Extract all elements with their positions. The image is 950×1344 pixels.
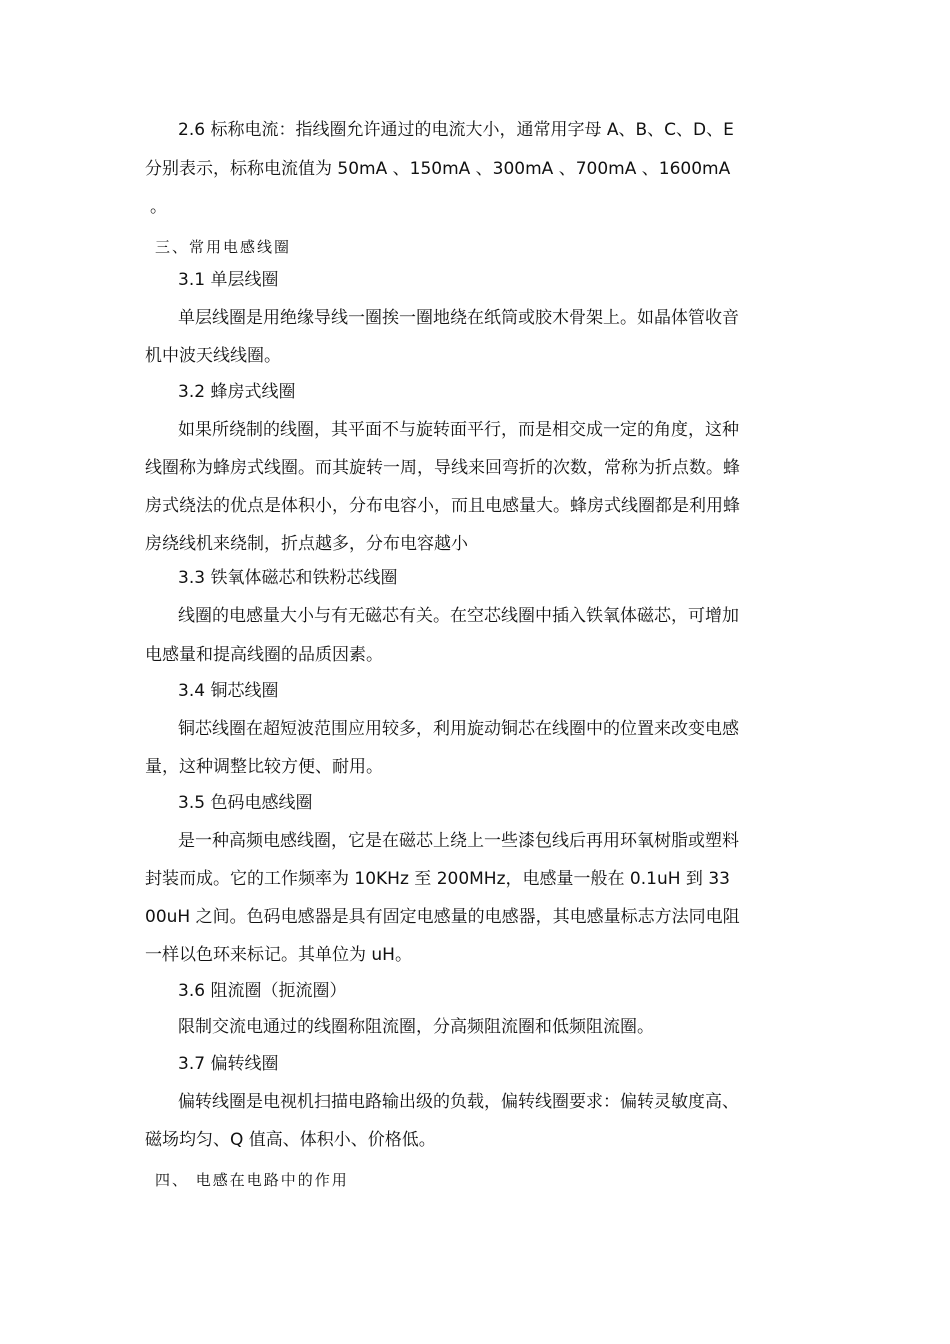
para-3-2-line-3: 房式绕法的优点是体积小，分布电容小，而且电感量大。蜂房式线圈都是利用蜂	[145, 496, 740, 516]
section-heading-4: 四、 电感在电路中的作用	[155, 1171, 349, 1189]
para-3-7-line-2: 磁场均匀、Q 值高、体积小、价格低。	[145, 1130, 436, 1150]
subheading-3-5: 3.5 色码电感线圈	[178, 793, 313, 813]
section-heading-3: 三、常用电感线圈	[155, 238, 292, 256]
subheading-3-2: 3.2 蜂房式线圈	[178, 382, 296, 402]
para-3-3-line-2: 电感量和提高线圈的品质因素。	[145, 645, 383, 665]
para-2-6-line-2: 分别表示，标称电流值为 50mA 、150mA 、300mA 、700mA 、1600mA	[145, 159, 731, 179]
para-3-1-line-1: 单层线圈是用绝缘导线一圈挨一圈地绕在纸筒或胶木骨架上。如晶体管收音	[178, 308, 739, 328]
para-3-5-line-3: 00uH 之间。色码电感器是具有固定电感量的电感器，其电感量标志方法同电阻	[145, 907, 740, 927]
para-3-5-line-1: 是一种高频电感线圈，它是在磁芯上绕上一些漆包线后再用环氧树脂或塑料	[178, 831, 739, 851]
para-3-1-line-2: 机中波天线线圈。	[145, 346, 281, 366]
para-2-6-line-3: 。	[150, 197, 167, 217]
para-3-7-line-1: 偏转线圈是电视机扫描电路输出级的负载，偏转线圈要求：偏转灵敏度高、	[178, 1092, 739, 1112]
subheading-3-3: 3.3 铁氧体磁芯和铁粉芯线圈	[178, 568, 398, 588]
para-3-2-line-2: 线圈称为蜂房式线圈。而其旋转一周，导线来回弯折的次数，常称为折点数。蜂	[145, 458, 740, 478]
subheading-3-4: 3.4 铜芯线圈	[178, 681, 279, 701]
para-2-6-line-1: 2.6 标称电流：指线圈允许通过的电流大小，通常用字母 A、B、C、D、E	[178, 120, 734, 140]
para-3-5-line-4: 一样以色环来标记。其单位为 uH。	[145, 945, 412, 965]
para-3-4-line-1: 铜芯线圈在超短波范围应用较多，利用旋动铜芯在线圈中的位置来改变电感	[178, 719, 739, 739]
para-3-2-line-1: 如果所绕制的线圈，其平面不与旋转面平行，而是相交成一定的角度，这种	[178, 420, 739, 440]
subheading-3-7: 3.7 偏转线圈	[178, 1054, 279, 1074]
subheading-3-1: 3.1 单层线圈	[178, 270, 279, 290]
para-3-2-line-4: 房绕线机来绕制，折点越多，分布电容越小	[145, 534, 468, 554]
subheading-3-6: 3.6 阻流圈（扼流圈）	[178, 981, 347, 1001]
para-3-6-line-1: 限制交流电通过的线圈称阻流圈，分高频阻流圈和低频阻流圈。	[178, 1017, 654, 1037]
para-3-5-line-2: 封装而成。它的工作频率为 10KHz 至 200MHz，电感量一般在 0.1uH 到 33	[145, 869, 730, 889]
para-3-4-line-2: 量，这种调整比较方便、耐用。	[145, 757, 383, 777]
para-3-3-line-1: 线圈的电感量大小与有无磁芯有关。在空芯线圈中插入铁氧体磁芯，可增加	[178, 606, 739, 626]
